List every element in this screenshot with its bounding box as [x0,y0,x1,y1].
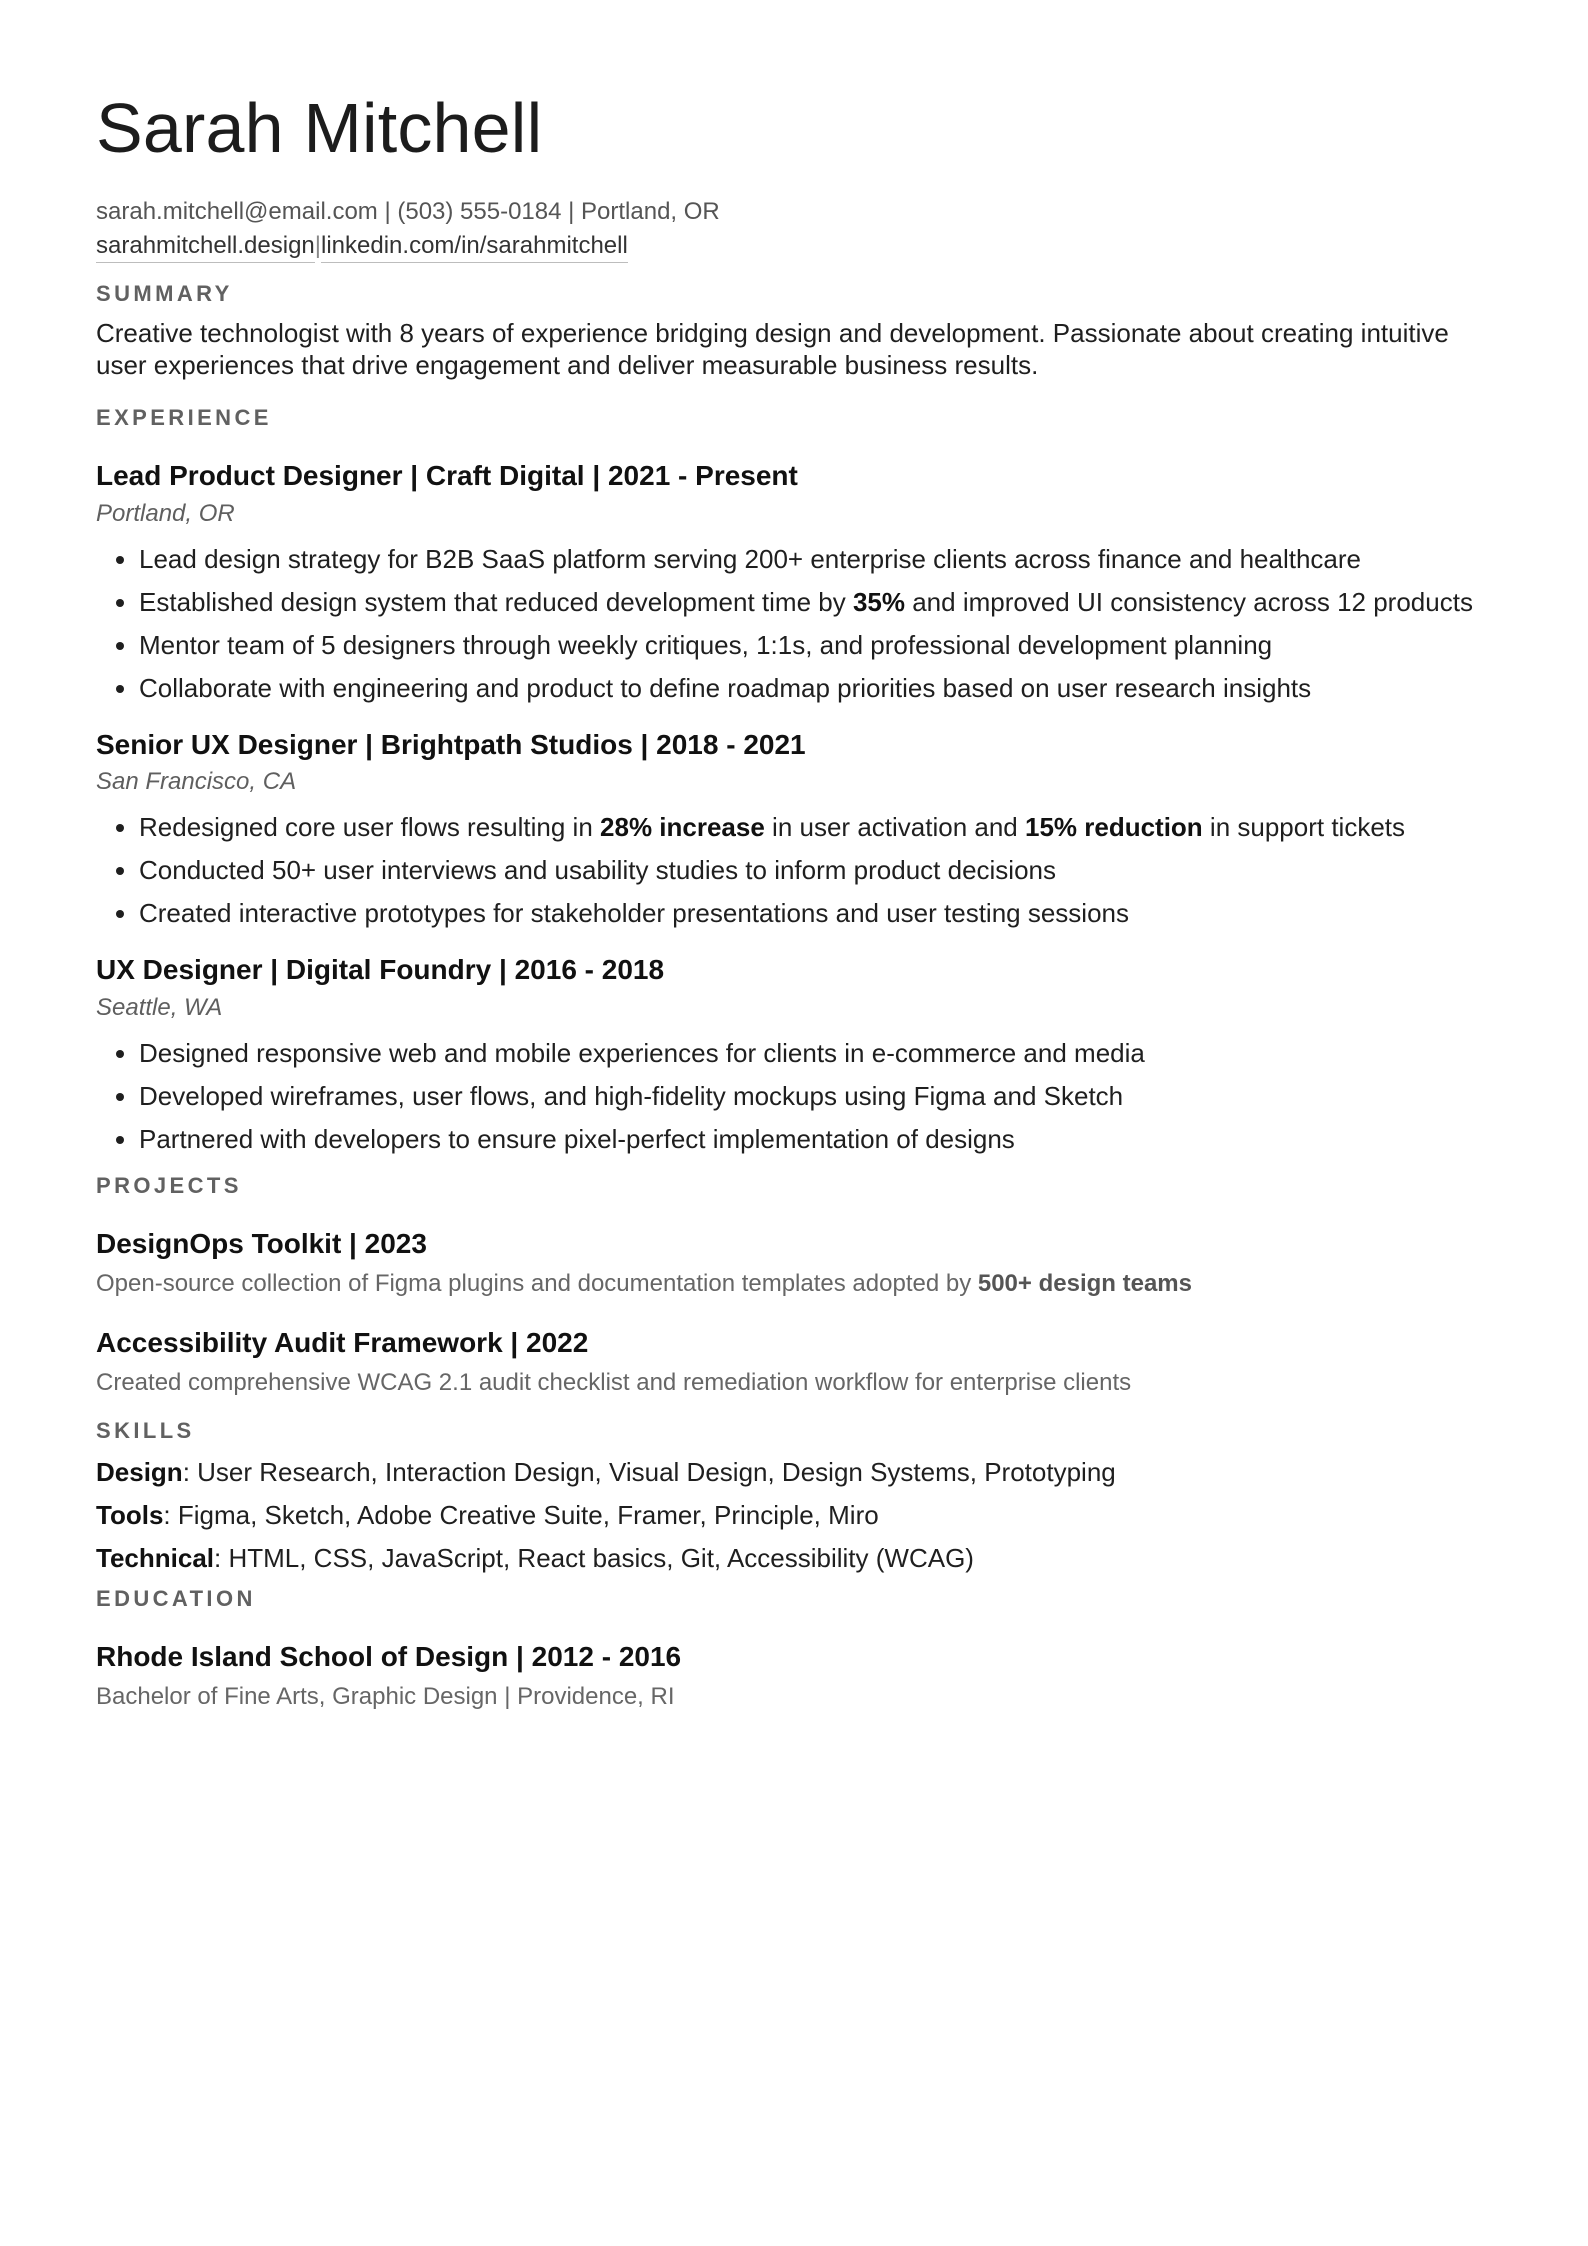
skills-list [96,1456,1492,1574]
list-item: • Lead design strategy for B2B SaaS platform serving 200+ enterprise clients across finance and healthcare [139,543,1492,575]
list-item: • Created interactive prototypes for stakeholder presentations and user testing sessions [139,897,1492,929]
skills-heading: SKILLS [96,1418,195,1444]
job-entry [96,461,1492,704]
summary-text: Creative technologist with 8 years of experience bridging design and development. Passionate about creating intuitive user experiences that drive engagement and deliver measurable business results. [96,318,1449,381]
job-location: Seattle, WA [96,994,223,1022]
summary-heading: SUMMARY [96,281,233,307]
job-entry [96,955,1492,1155]
links-separator: | [314,232,322,260]
job-location: San Francisco, CA [96,768,297,796]
list-item: • Established design system that reduced development time by 35% and improved UI consistency across 12 products [139,586,1492,618]
projects-heading: PROJECTS [96,1172,242,1198]
job-bullets [96,1037,1492,1155]
job-title: UX Designer | Digital Foundry | 2016 - 2018 [96,954,665,986]
job-bullets [96,543,1492,704]
list-item: • Developed wireframes, user flows, and high-fidelity mockups using Figma and Sketch [139,1080,1492,1112]
list-item: • Designed responsive web and mobile experiences for clients in e-commerce and media [139,1037,1492,1069]
education-entry [96,1642,1492,1712]
job-title: Lead Product Designer | Craft Digital | 2021 - Present [96,460,798,492]
website-link[interactable]: sarahmitchell.design [96,232,315,263]
links-line [96,232,1492,261]
project-entry [96,1229,1492,1299]
linkedin-link[interactable]: linkedin.com/in/sarahmitchell [321,232,628,263]
contact-line: sarah.mitchell@email.com | (503) 555-0184 | Portland, OR [96,197,720,225]
education-heading: EDUCATION [96,1586,256,1612]
project-description: Created comprehensive WCAG 2.1 audit checklist and remediation workflow for enterprise clients [96,1369,1132,1397]
job-location: Portland, OR [96,499,235,527]
job-title: Senior UX Designer | Brightpath Studios | 2018 - 2021 [96,728,806,760]
education-title: Rhode Island School of Design | 2012 - 2016 [96,1641,682,1673]
project-description: Open-source collection of Figma plugins and documentation templates adopted by 500+ design teams [96,1269,1192,1297]
list-item: • Conducted 50+ user interviews and usability studies to inform product decisions [139,854,1492,886]
skill-line: Tools: Figma, Sketch, Adobe Creative Suite, Framer, Principle, Miro [96,1500,879,1531]
skill-line: Technical: HTML, CSS, JavaScript, React basics, Git, Accessibility (WCAG) [96,1543,974,1574]
list-item: • Partnered with developers to ensure pixel-perfect implementation of designs [139,1123,1492,1155]
experience-heading: EXPERIENCE [96,405,272,431]
list-item: • Collaborate with engineering and product to define roadmap priorities based on user research insights [139,672,1492,704]
project-title: Accessibility Audit Framework | 2022 [96,1327,589,1359]
job-bullets [96,811,1492,929]
candidate-name: Sarah Mitchell [96,89,543,167]
list-item: • Mentor team of 5 designers through weekly critiques, 1:1s, and professional development planning [139,629,1492,661]
project-title: DesignOps Toolkit | 2023 [96,1227,427,1259]
skill-line: Design: User Research, Interaction Design, Visual Design, Design Systems, Prototyping [96,1457,1116,1488]
list-item: • Redesigned core user flows resulting in 28% increase in user activation and 15% reduction in support tickets [139,811,1492,843]
job-entry [96,730,1492,930]
education-description: Bachelor of Fine Arts, Graphic Design | Providence, RI [96,1682,675,1710]
project-entry [96,1328,1492,1398]
